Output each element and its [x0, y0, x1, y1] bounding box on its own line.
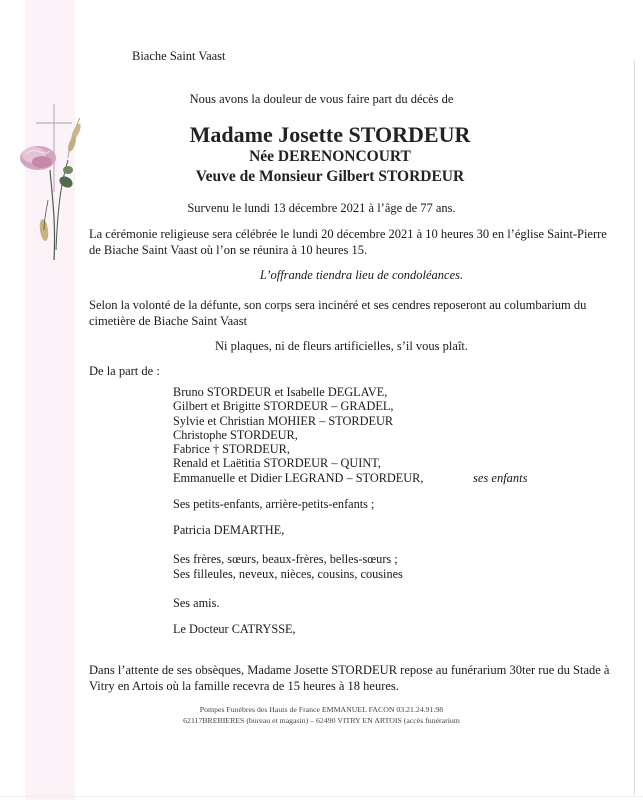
- child-entry: Renald et Laëtitia STORDEUR – QUINT,: [173, 456, 381, 471]
- intro-text: Nous avons la douleur de vous faire part du décès de: [189, 92, 454, 106]
- cross-and-rose-icon: [10, 100, 90, 260]
- deceased-maiden-name: Née DERENONCOURT: [249, 148, 411, 165]
- funerarium-paragraph: [89, 662, 610, 694]
- footer-line-1: Pompes Funèbres des Hauts de France EMMANUEL FACON 03.21.24.91.98: [199, 705, 444, 714]
- doctor-text: Le Docteur CATRYSSE,: [173, 622, 296, 636]
- siblings-line-2: Ses filleules, neveux, nièces, cousins, cousines: [173, 567, 403, 581]
- deceased-widow-of: Veuve de Monsieur Gilbert STORDEUR: [195, 168, 465, 185]
- children-label: ses enfants: [473, 471, 528, 485]
- child-entry: Sylvie et Christian MOHIER – STORDEUR: [173, 413, 394, 428]
- children-list: [173, 385, 423, 485]
- cremation-paragraph: [89, 297, 599, 329]
- ceremony-paragraph: [89, 226, 607, 258]
- ceremony-line-1: La cérémonie religieuse sera célébrée le lundi 20 décembre 2021 à 10 heures 30 en l’église Saint-Pierre: [89, 227, 607, 241]
- other-person-text: Patricia DEMARTHE,: [173, 523, 285, 537]
- funerarium-line-1: Dans l’attente de ses obsèques, Madame Josette STORDEUR repose au funérarium 30ter rue du Stade à: [89, 663, 610, 677]
- cremation-line-2: cimetière de Biache Saint Vaast: [89, 314, 248, 328]
- from-label: De la part de :: [89, 364, 160, 378]
- footer-line-2: 62117BREBIERES (bureau et magasin) – 62490 VITRY EN ARTOIS (accès funérarium: [183, 716, 460, 725]
- friends-text: Ses amis.: [173, 596, 220, 610]
- grandchildren-text: Ses petits-enfants, arrière-petits-enfants ;: [173, 497, 375, 511]
- child-entry: Gilbert et Brigitte STORDEUR – GRADEL,: [173, 399, 394, 414]
- page-edge-line: [634, 60, 635, 795]
- page-bottom-edge: [0, 796, 643, 797]
- siblings-line-1: Ses frères, sœurs, beaux-frères, belles-sœurs ;: [173, 552, 398, 566]
- cremation-line-1: Selon la volonté de la défunte, son corps sera incinéré et ses cendres reposeront au columbarium du: [89, 298, 587, 312]
- funerarium-line-2: Vitry en Artois où la famille recevra de 15 heures à 18 heures.: [89, 679, 399, 693]
- offering-text: L’offrande tiendra lieu de condoléances.: [259, 268, 464, 282]
- child-entry: Fabrice † STORDEUR,: [173, 442, 290, 457]
- child-entry: Emmanuelle et Didier LEGRAND – STORDEUR,: [173, 470, 424, 485]
- deceased-name: Madame Josette STORDEUR: [189, 122, 471, 147]
- location-text: Biache Saint Vaast: [132, 49, 226, 63]
- child-entry: Christophe STORDEUR,: [173, 427, 298, 442]
- child-entry: Bruno STORDEUR et Isabelle DEGLAVE,: [173, 385, 388, 399]
- no-flowers-text: Ni plaques, ni de fleurs artificielles, s’il vous plaît.: [214, 339, 469, 353]
- death-notice: Survenu le lundi 13 décembre 2021 à l’âge de 77 ans.: [187, 201, 456, 215]
- ceremony-line-2: de Biache Saint Vaast où l’on se réunira à 10 heures 15.: [89, 243, 368, 257]
